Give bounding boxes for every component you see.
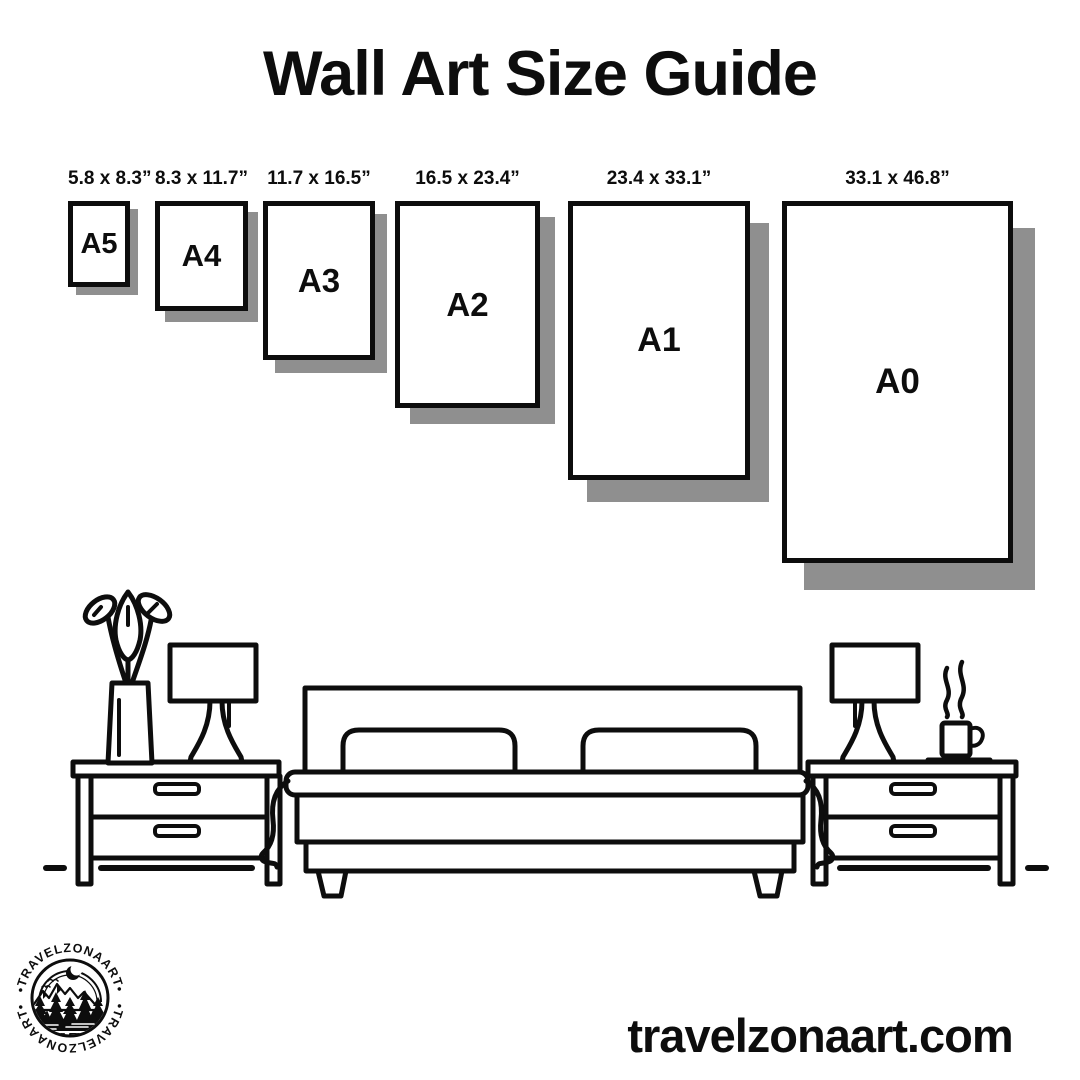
steam-icon — [945, 662, 963, 717]
size-label-a5: A5 — [80, 227, 118, 260]
size-dimensions-a2: 16.5 x 23.4” — [415, 168, 520, 189]
size-dimensions-a5: 5.8 x 8.3” — [68, 168, 152, 189]
plant-vase-icon — [80, 589, 174, 763]
size-box-a1 — [568, 201, 750, 480]
size-label-a0: A0 — [875, 362, 920, 401]
size-dimensions-a3: 11.7 x 16.5” — [267, 168, 371, 189]
bedroom-illustration — [30, 585, 1050, 905]
website-url: travelzonaart.com — [627, 1009, 1013, 1062]
size-label-a3: A3 — [297, 261, 341, 299]
size-item-a2 — [395, 166, 540, 408]
size-label-a1: A1 — [637, 321, 681, 359]
size-item-a5 — [68, 166, 152, 287]
coffee-cup-icon — [928, 723, 990, 760]
size-box-a3 — [263, 201, 375, 360]
size-item-a0 — [782, 166, 1013, 563]
size-box-a4 — [155, 201, 248, 311]
size-dimensions-a1: 23.4 x 33.1” — [606, 168, 712, 189]
size-label-a2: A2 — [446, 285, 489, 323]
size-dimensions-a4: 8.3 x 11.7” — [155, 168, 248, 189]
table-lamp-icon — [170, 645, 256, 762]
logo-arc-text-top: •TRAVELZONAART• — [13, 940, 127, 994]
size-dimensions-a0: 33.1 x 46.8” — [845, 168, 950, 189]
bed-icon — [261, 688, 832, 896]
size-label-a4: A4 — [181, 238, 222, 273]
logo-arc-text-bottom: •TRAVELZONAART• — [13, 1002, 127, 1056]
size-item-a3 — [263, 166, 375, 360]
size-item-a1 — [568, 166, 750, 480]
mountain-badge-logo — [6, 934, 134, 1062]
table-lamp-icon — [832, 645, 918, 762]
size-box-a0 — [782, 201, 1013, 563]
size-box-a5 — [68, 201, 130, 287]
size-box-a2 — [395, 201, 540, 408]
size-item-a4 — [155, 166, 248, 311]
page-title: Wall Art Size Guide — [263, 39, 817, 109]
